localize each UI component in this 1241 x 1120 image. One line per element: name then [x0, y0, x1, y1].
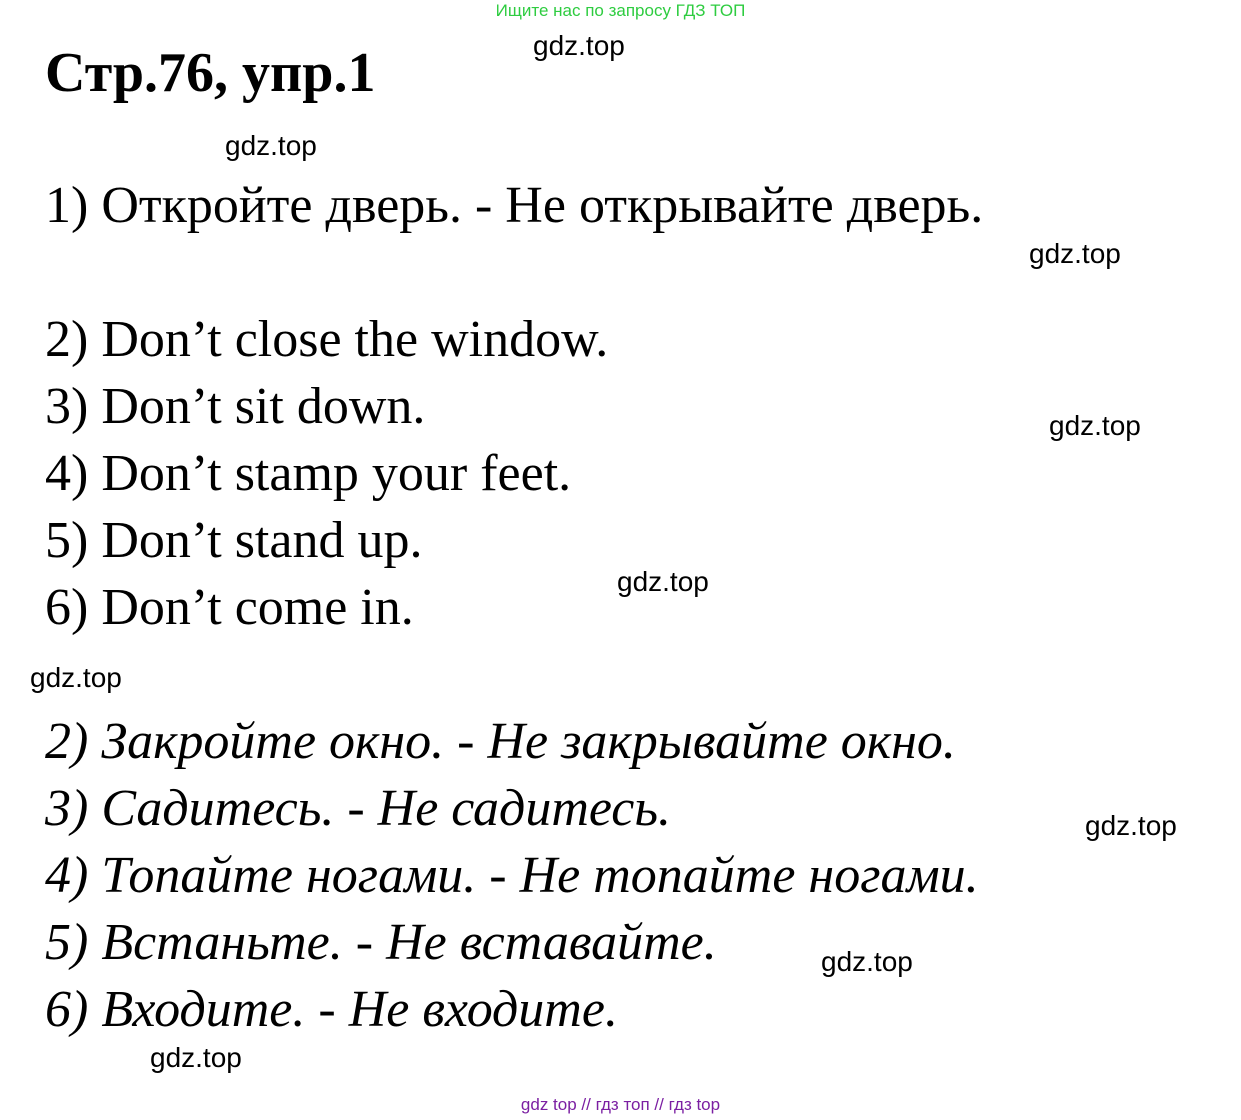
watermark: gdz.top — [617, 566, 709, 597]
page-title: Стр.76, упр.1 — [45, 42, 376, 104]
watermark: gdz.top — [1029, 238, 1121, 269]
answer-line-1: 1) Откройте дверь. - Не открывайте дверь. — [45, 177, 984, 234]
russian-line-6: 6) Входите. - Не входите. — [45, 981, 618, 1038]
english-line-4: 4) Don’t stamp your feet. — [45, 445, 572, 502]
english-line-2: 2) Don’t close the window. — [45, 311, 609, 368]
russian-line-3: 3) Садитесь. - Не садитесь. — [45, 780, 672, 837]
russian-line-2: 2) Закройте окно. - Не закрывайте окно. — [45, 713, 956, 770]
english-line-6: 6) Don’t come in. — [45, 579, 414, 636]
english-line-3: 3) Don’t sit down. — [45, 378, 426, 435]
watermark: gdz.top — [1085, 810, 1177, 841]
watermark: gdz.top — [30, 662, 122, 693]
footer-links: gdz top // гдз топ // гдз top — [520, 1095, 721, 1114]
watermark: gdz.top — [225, 130, 317, 161]
russian-line-4: 4) Топайте ногами. - Не топайте ногами. — [45, 847, 979, 904]
watermark: gdz.top — [533, 30, 625, 61]
watermark: gdz.top — [150, 1042, 242, 1073]
watermark: gdz.top — [1049, 410, 1141, 441]
english-line-5: 5) Don’t stand up. — [45, 512, 423, 569]
search-banner: Ищите нас по запросу ГДЗ ТОП — [495, 1, 746, 20]
watermark: gdz.top — [821, 946, 913, 977]
russian-line-5: 5) Встаньте. - Не вставайте. — [45, 914, 717, 971]
